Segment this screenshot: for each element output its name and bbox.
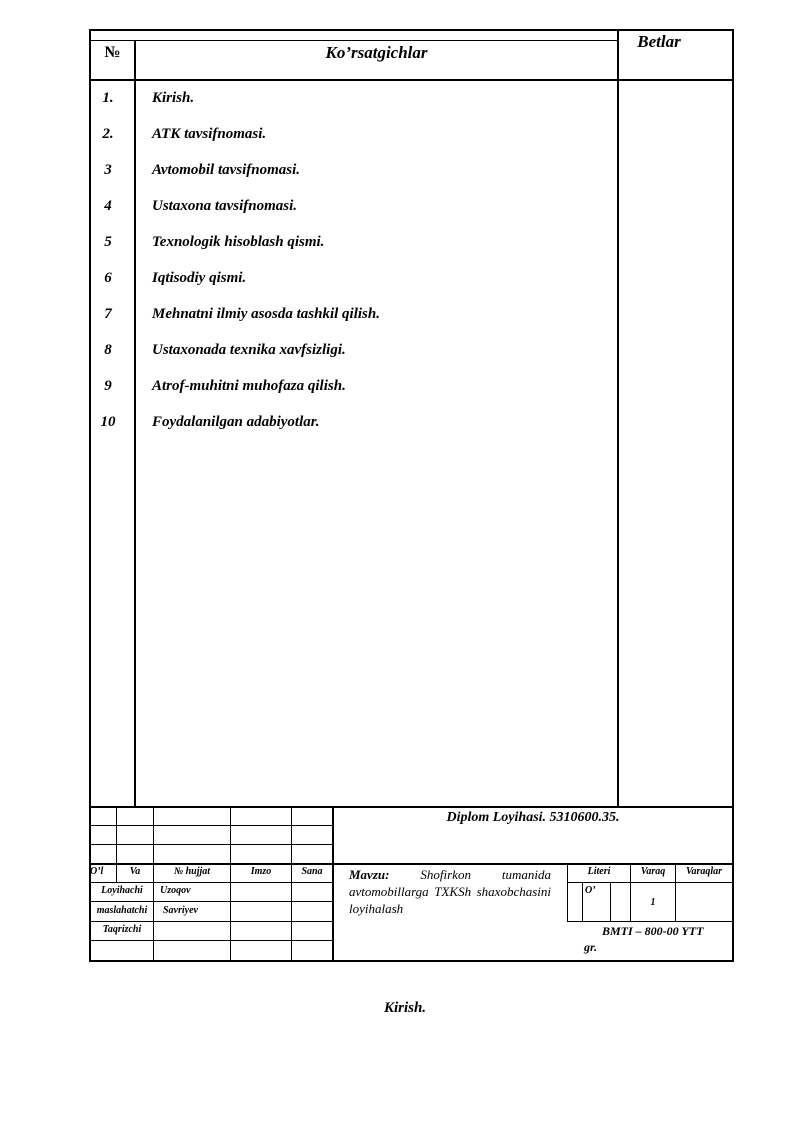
role-consultant: maslahatchi — [96, 905, 148, 916]
toc-item-title: Avtomobil tavsifnomasi. — [152, 162, 301, 178]
subject-block — [349, 866, 551, 917]
role-designer: Loyihachi — [101, 885, 143, 896]
pages-column-header: Betlar — [637, 32, 681, 51]
toc-item-title: Atrof-muhitni muhofaza qilish. — [152, 378, 346, 394]
organization-code: BMTI – 800-00 YTT — [602, 924, 704, 938]
toc-item-number: 5 — [104, 234, 112, 250]
name-consultant: Savriyev — [163, 905, 198, 916]
toc-item-number: 3 — [104, 162, 112, 178]
col-header-document-number: № hujjat — [173, 866, 211, 877]
toc-item-number: 10 — [100, 414, 116, 430]
toc-item-title: Texnologik hisoblash qismi. — [152, 234, 325, 250]
toc-item-title: Ustaxona tavsifnomasi. — [152, 198, 298, 214]
toc-item-number: 8 — [104, 342, 112, 358]
section-heading: Kirish. — [383, 1000, 427, 1016]
col-header-ol: O’l — [90, 866, 104, 877]
role-reviewer: Taqrizchi — [102, 924, 142, 935]
subject-text: Shofirkon tumanida avtomobillarga TXKSh shaxobchasini loyihalash — [349, 867, 551, 916]
number-column-header: № — [104, 44, 121, 61]
page-title: Ko’rsatgichlar — [325, 43, 428, 62]
toc-item-title: Ustaxonada texnika xavfsizligi. — [152, 342, 346, 358]
literi-value: O’ — [585, 885, 596, 896]
organization-group: gr. — [584, 940, 598, 954]
literi-header: Literi — [587, 866, 611, 877]
toc-item-number: 9 — [104, 378, 112, 394]
col-header-va: Va — [129, 866, 141, 877]
toc-item-number: 2. — [102, 126, 114, 142]
sheet-header: Varaq — [640, 866, 666, 877]
sheets-header: Varaqlar — [685, 866, 723, 877]
toc-item-title: Foydalanilgan adabiyotlar. — [152, 414, 320, 430]
subject-label: Mavzu: — [349, 867, 390, 882]
toc-item-title: Kirish. — [152, 90, 195, 106]
document-code: Diplom Loyihasi. 5310600.35. — [446, 810, 620, 825]
toc-item-number: 4 — [104, 198, 112, 214]
toc-item-title: ATK tavsifnomasi. — [152, 126, 267, 142]
name-designer: Uzoqov — [160, 885, 191, 896]
toc-item-title: Mehnatni ilmiy asosda tashkil qilish. — [152, 306, 380, 322]
toc-item-number: 1. — [102, 90, 114, 106]
toc-item-number: 6 — [104, 270, 112, 286]
col-header-date: Sana — [301, 866, 323, 877]
toc-item-title: Iqtisodiy qismi. — [152, 270, 247, 286]
sheet-number: 1 — [650, 897, 656, 908]
col-header-signature: Imzo — [250, 866, 272, 877]
toc-item-number: 7 — [104, 306, 112, 322]
